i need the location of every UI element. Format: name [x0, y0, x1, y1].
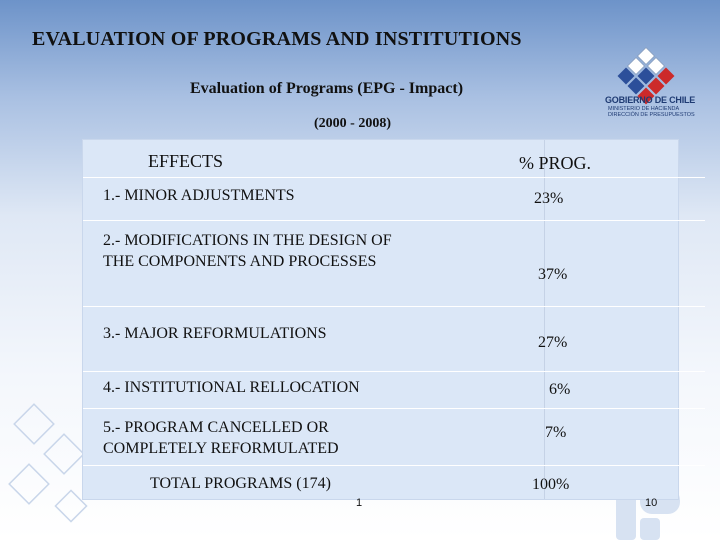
row-divider — [83, 177, 705, 178]
table-row-label: 1.- MINOR ADJUSTMENTS — [103, 187, 295, 204]
logo-ministry-text: MINISTERIO DE HACIENDA — [608, 106, 680, 112]
table-total-label: TOTAL PROGRAMS (174) — [150, 475, 331, 492]
row-divider — [83, 220, 705, 221]
table-row-value: 27% — [538, 334, 568, 351]
table-subtitle: Evaluation of Programs (EPG - Impact) — [190, 80, 464, 97]
header-effects: EFFECTS — [148, 151, 224, 171]
table-row-value: 6% — [549, 381, 571, 398]
logo-direction-text: DIRECCIÓN DE PRESUPUESTOS — [608, 112, 695, 118]
table-row-label: 3.- MAJOR REFORMULATIONS — [103, 325, 327, 342]
row-divider — [83, 371, 705, 372]
row-divider — [83, 408, 705, 409]
logo-text: GOBIERNO DE CHILE — [605, 95, 696, 105]
page-number: 1 — [356, 497, 363, 509]
row-divider — [83, 465, 705, 466]
effects-table — [82, 139, 679, 500]
table-row-value: 23% — [534, 190, 564, 207]
table-row-label: 4.- INSTITUTIONAL RELLOCATION — [103, 379, 360, 396]
slide-title: EVALUATION OF PROGRAMS AND INSTITUTIONS — [32, 28, 522, 50]
slide-number: 10 — [645, 497, 658, 509]
table-row-label: 2.- MODIFICATIONS IN THE DESIGN OF THE COMPONENTS AND PROCESSES — [103, 232, 392, 270]
period-label: (2000 - 2008) — [314, 116, 391, 131]
table-row-value: 37% — [538, 266, 568, 283]
header-percent-programs: % PROG. — [519, 153, 592, 173]
row-divider — [83, 306, 705, 307]
table-row-value: 7% — [545, 424, 567, 441]
table-row-label: 5.- PROGRAM CANCELLED OR COMPLETELY REFORMULATED — [103, 419, 339, 457]
table-total-value: 100% — [532, 476, 570, 493]
